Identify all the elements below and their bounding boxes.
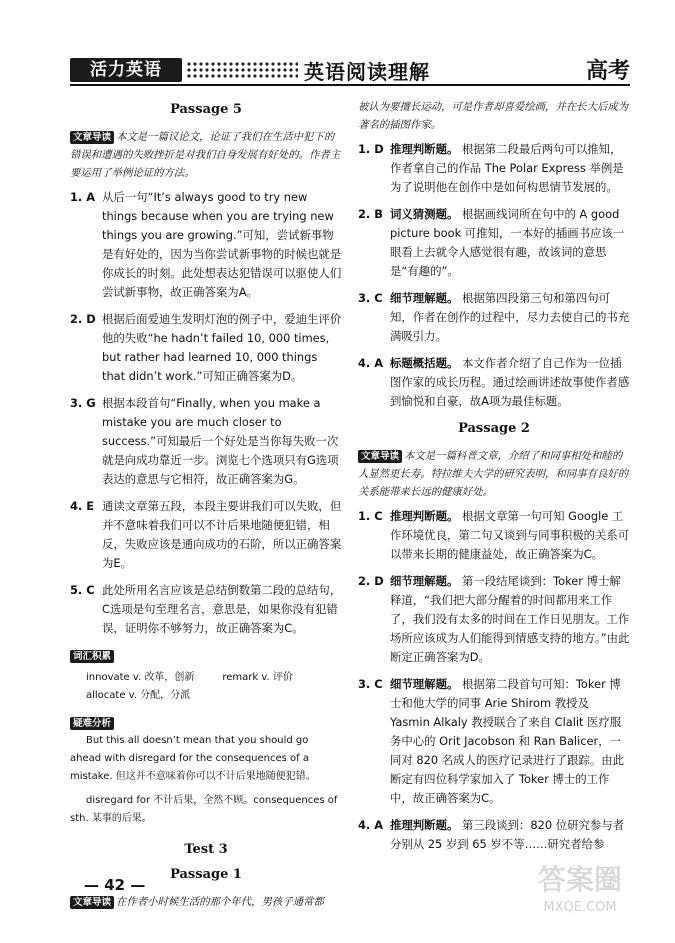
question-type: 推理判断题。 — [390, 142, 459, 156]
answer-number: 5. C — [70, 583, 95, 597]
answer-text — [390, 140, 630, 197]
summary-text: 本文是一篇议论文，论证了我们在生活中犯下的错误和遭遇的失败挫折是对我们自身发展有好处的。作者主要运用了举例论证的方法。 — [70, 131, 341, 179]
passage-title: Passage 1 — [170, 867, 242, 882]
left-column — [70, 98, 342, 917]
summary-text: 本文是一篇科普文章，介绍了和同事相处和睦的人显然更长寿。特拉维夫大学的研究表明，和同事有良好的关系能带来长远的健康好处。 — [358, 450, 629, 498]
answer-item — [70, 188, 342, 302]
answer-item — [358, 572, 630, 667]
answer-text — [390, 572, 630, 667]
watermark — [510, 862, 650, 934]
header-rule — [70, 84, 630, 86]
question-type: 细节理解题。 — [390, 677, 459, 691]
answer-explanation: 本文作者介绍了自己作为一位插图作家的成长历程。通过绘画讲述故事使作者感到愉悦和自豪，故A项为最佳标题。 — [390, 356, 630, 408]
answer-text — [390, 205, 630, 281]
answer-item — [358, 205, 630, 281]
answer-explanation: 第三段谈到：820 位研究参与者分别从 25 岁到 65 岁不等……研究者给参 — [390, 818, 625, 851]
answer-number: 1. A — [70, 190, 96, 204]
brand-label: 活力英语 — [70, 58, 182, 82]
answer-number: 4. A — [358, 818, 384, 832]
exam-label: 高考 — [585, 59, 630, 84]
answer-item — [358, 289, 630, 346]
watermark-logo: 答案圈 — [537, 863, 622, 896]
passage-summary — [358, 447, 630, 501]
answer-item — [358, 675, 630, 808]
answer-number: 3. C — [358, 291, 383, 305]
answer-text — [390, 354, 630, 411]
answer-explanation: 根据文章第一句可知 Google 工作环境优良，第二句又谈到与同事积极的关系可以带来长期的健康益处，故正确答案为C。 — [390, 509, 630, 561]
vocab-tag: 词汇积累 — [70, 650, 114, 663]
test-title: Test 3 — [184, 842, 228, 857]
answer-text — [390, 816, 630, 854]
passage-summary — [70, 893, 342, 911]
answer-number: 3. G — [70, 396, 96, 410]
answer-text: 从后一句“It’s always good to try new things because when you are trying new things you are growing.”可知，尝试新事物是有好处的，因为当你尝试新事物的时候也就是你成长的时刻。此处想表达犯错误可以驱使人们尝试新事物，故正确答案为A。 — [102, 190, 342, 299]
question-type: 推理判断题。 — [390, 818, 459, 832]
answer-number: 2. D — [70, 312, 96, 326]
vocab-entry: allocate v. 分配，分派 — [86, 690, 191, 701]
summary-text: 在作者小时候生活的那个年代，男孩子通常都 — [116, 896, 324, 908]
answer-explanation: 根据第四段第三句和第四句可知，作者在创作的过程中，尽力去使自己的书充满吸引力。 — [390, 291, 630, 343]
question-type: 词义猜测题。 — [390, 207, 459, 221]
passage-title: Passage 2 — [458, 421, 530, 436]
watermark-url: MXQE.COM — [543, 900, 617, 915]
answer-text: 通读文章第五段，本段主要讲我们可以失败，但并不意味着我们可以不计后果地随便犯错，相反，失败应该是通向成功的石阶，所以正确答案为E。 — [102, 499, 342, 570]
answer-number: 4. E — [70, 499, 94, 513]
answer-item — [358, 816, 630, 854]
question-type: 标题概括题。 — [390, 356, 459, 370]
answer-item — [70, 497, 342, 573]
page-number: — 42 — — [84, 876, 146, 894]
answer-item — [358, 507, 630, 564]
analysis-sentence: But this all doesn’t mean that you should go ahead with disregard for the consequences of a mistake. 但这并不意味着你可以不计后果地随便犯错。 — [70, 735, 316, 782]
analysis-note: disregard for 不计后果，全然不顾。consequences of sth. 某事的后果。 — [70, 795, 338, 824]
answer-text: 此处所用名言应该是总结倒数第二段的总结句，C选项是句至理名言，意思是，如果你没有犯错误，证明你不够努力，故正确答案为C。 — [102, 583, 342, 635]
summary-tag: 文章导读 — [358, 450, 402, 463]
vocab-section — [70, 646, 342, 705]
answer-text: 根据后面爱迪生发明灯泡的例子中，爱迪生评价他的失败“he hadn’t failed 10, 000 times, but rather had learned 10, 000 things that didn’t work.”可知正确答案为D。 — [102, 312, 342, 383]
page-header — [70, 52, 630, 86]
answer-number: 1. C — [358, 509, 383, 523]
answer-item — [358, 354, 630, 411]
question-type: 细节理解题。 — [390, 574, 459, 588]
question-type: 推理判断题。 — [390, 509, 459, 523]
vocab-entry: remark v. 评价 — [222, 672, 293, 683]
vocab-list — [86, 669, 342, 705]
answer-number: 2. D — [358, 574, 384, 588]
answer-item — [358, 140, 630, 197]
header-dot-pattern — [186, 61, 298, 79]
answer-item — [70, 394, 342, 489]
answer-explanation: 根据画线词所在句中的 A good picture book 可推知，一本好的插画书应该一眼看上去就令人感觉很有趣，故该词的意思是“有趣的”。 — [390, 207, 625, 278]
analysis-tag: 疑难分析 — [70, 717, 114, 730]
answer-text — [390, 675, 630, 808]
answer-number: 1. D — [358, 142, 384, 156]
answer-number: 4. A — [358, 356, 384, 370]
summary-continued: 被认为要擅长运动，可是作者却喜爱绘画，并在长大后成为著名的插图作家。 — [358, 101, 629, 131]
answer-number: 2. B — [358, 207, 383, 221]
answer-item — [70, 310, 342, 386]
vocab-entry: innovate v. 改革，创新 — [86, 672, 195, 683]
summary-tag: 文章导读 — [70, 896, 114, 909]
analysis-section — [70, 713, 342, 828]
right-column — [358, 98, 630, 862]
answer-explanation: 第一段结尾谈到：Toker 博士解释道，“我们把大部分醒着的时间都用来工作了，我们没有太多的时间在工作日见朋友。工作场所应该成为人们能得到情感支持的地方。”由此断定正确答案为D。 — [390, 574, 630, 664]
section-title: 英语阅读理解 — [304, 60, 430, 84]
passage-title: Passage 5 — [170, 102, 242, 117]
passage-summary — [70, 128, 342, 182]
answer-number: 3. C — [358, 677, 383, 691]
answer-text — [390, 289, 630, 346]
answer-item — [70, 581, 342, 638]
answer-text: 根据本段首句“Finally, when you make a mistake you are much closer to success.”可知最后一个好处是当你每失败一次就是向成功靠近一步。浏览七个选项只有G选项表达的意思与它相符，故正确答案为G。 — [102, 396, 339, 486]
answer-explanation: 根据第二段最后两句可以推知，作者拿自己的作品 The Polar Express 举例是为了说明他在创作中是如何构思情节发展的。 — [390, 142, 624, 194]
summary-tag: 文章导读 — [70, 131, 114, 144]
answer-text — [390, 507, 630, 564]
question-type: 细节理解题。 — [390, 291, 459, 305]
answer-explanation: 根据第二段首句可知：Toker 博士和他大学的同事 Arie Shirom 教授及 Yasmin Alkaly 教授联合了来自 Clalit 医疗服务中心的 Orit Jacobson 和 Ran Balicer，一同对 820 名成人的医疗记录进行了跟踪。由此断定有四位科学家加入了 Toker 博士的工作中，故正确答案为C。 — [390, 677, 625, 805]
